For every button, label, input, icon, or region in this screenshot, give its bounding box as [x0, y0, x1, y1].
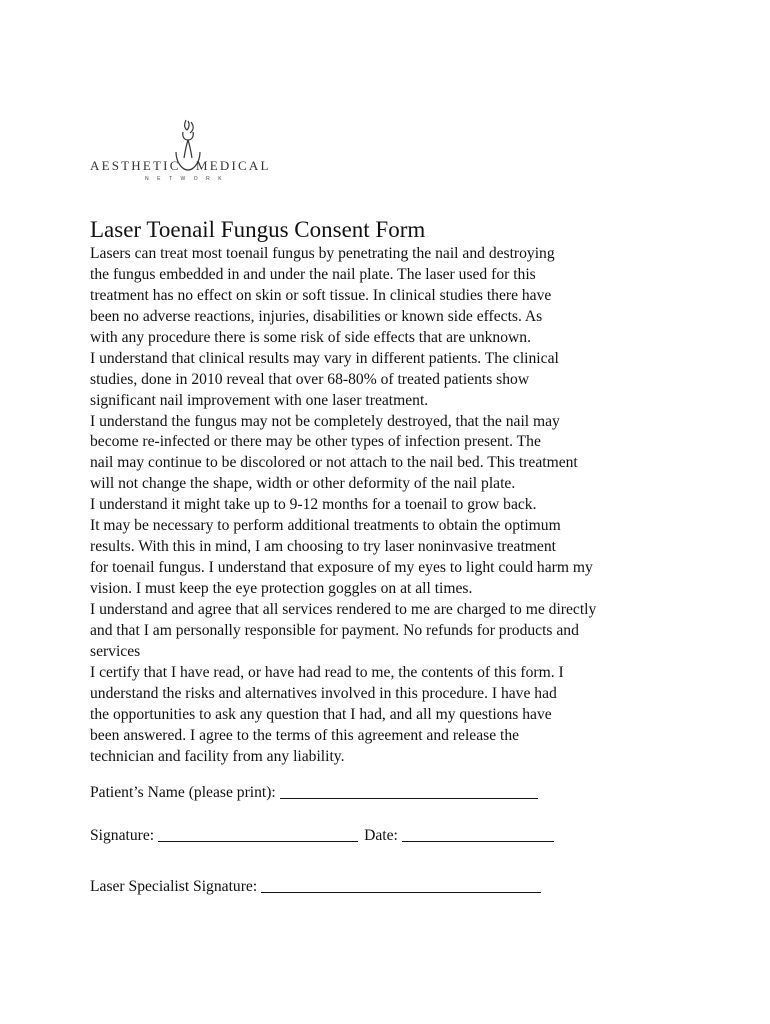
body-text-line: I understand that clinical results may vary in different patients. The clinical: [90, 349, 559, 367]
body-text-line: been no adverse reactions, injuries, disabilities or known side effects. As: [90, 307, 543, 325]
body-text-line: technician and facility from any liability.: [90, 747, 345, 765]
body-text-line: nail may continue to be discolored or not attach to the nail bed. This treatment: [90, 454, 578, 472]
body-text-line: significant nail improvement with one laser treatment.: [90, 391, 429, 409]
body-text-line: vision. I must keep the eye protection goggles on at all times.: [90, 580, 473, 597]
specialist-signature-field: [90, 878, 541, 896]
body-text-line: been answered. I agree to the terms of this agreement and release the: [90, 726, 520, 744]
body-text-line: results. With this in mind, I am choosing to try laser noninvasive treatment: [90, 538, 556, 556]
body-text-line: I understand it might take up to 9-12 months for a toenail to grow back.: [90, 496, 537, 514]
patient-name-blank-line[interactable]: [280, 784, 538, 799]
body-text-line: studies, done in 2010 reveal that over 68-80% of treated patients show: [90, 370, 530, 388]
signature-label: Signature:: [90, 827, 155, 844]
aesthetic-medical-network-logo: [90, 118, 280, 184]
body-text-line: the opportunities to ask any question that I had, and all my questions have: [90, 705, 552, 723]
patient-name-label: Patient’s Name (please print):: [90, 784, 276, 801]
body-text-line: and that I am personally responsible for payment. No refunds for products and: [90, 621, 579, 639]
consent-body-text: [90, 244, 690, 767]
form-title: Laser Toenail Fungus Consent Form: [90, 217, 426, 242]
body-text-line: for toenail fungus. I understand that exposure of my eyes to light could harm my: [90, 559, 593, 577]
body-text-line: understand the risks and alternatives involved in this procedure. I have had: [90, 684, 557, 702]
body-text-line: I understand and agree that all services rendered to me are charged to me directly: [90, 600, 597, 618]
logo-text-network: NETWORK: [145, 176, 231, 182]
body-text-line: I understand the fungus may not be completely destroyed, that the nail may: [90, 412, 560, 430]
body-text-line: become re-infected or there may be other types of infection present. The: [90, 433, 541, 451]
body-text-line: It may be necessary to perform additional treatments to obtain the optimum: [90, 517, 561, 535]
date-label: Date:: [364, 827, 398, 844]
specialist-signature-blank-line[interactable]: [261, 878, 541, 893]
body-text-line: with any procedure there is some risk of side effects that are unknown.: [90, 328, 531, 346]
signature-date-row: [90, 827, 554, 845]
logo-text-medical: MEDICAL: [196, 158, 271, 173]
body-text-line: I certify that I have read, or have had read to me, the contents of this form. I: [90, 663, 564, 681]
body-text-line: the fungus embedded in and under the nail plate. The laser used for this: [90, 265, 536, 283]
date-blank-line[interactable]: [402, 827, 554, 842]
body-text-line: treatment has no effect on skin or soft tissue. In clinical studies there have: [90, 286, 552, 304]
body-text-line: services: [90, 642, 141, 660]
specialist-signature-label: Laser Specialist Signature:: [90, 878, 258, 895]
logo-text-aesthetic: AESTHETIC: [90, 158, 181, 173]
patient-name-field: [90, 784, 538, 802]
signature-blank-line[interactable]: [158, 827, 358, 842]
body-text-line: Lasers can treat most toenail fungus by penetrating the nail and destroying: [90, 245, 555, 262]
body-text-line: will not change the shape, width or other deformity of the nail plate.: [90, 475, 516, 493]
